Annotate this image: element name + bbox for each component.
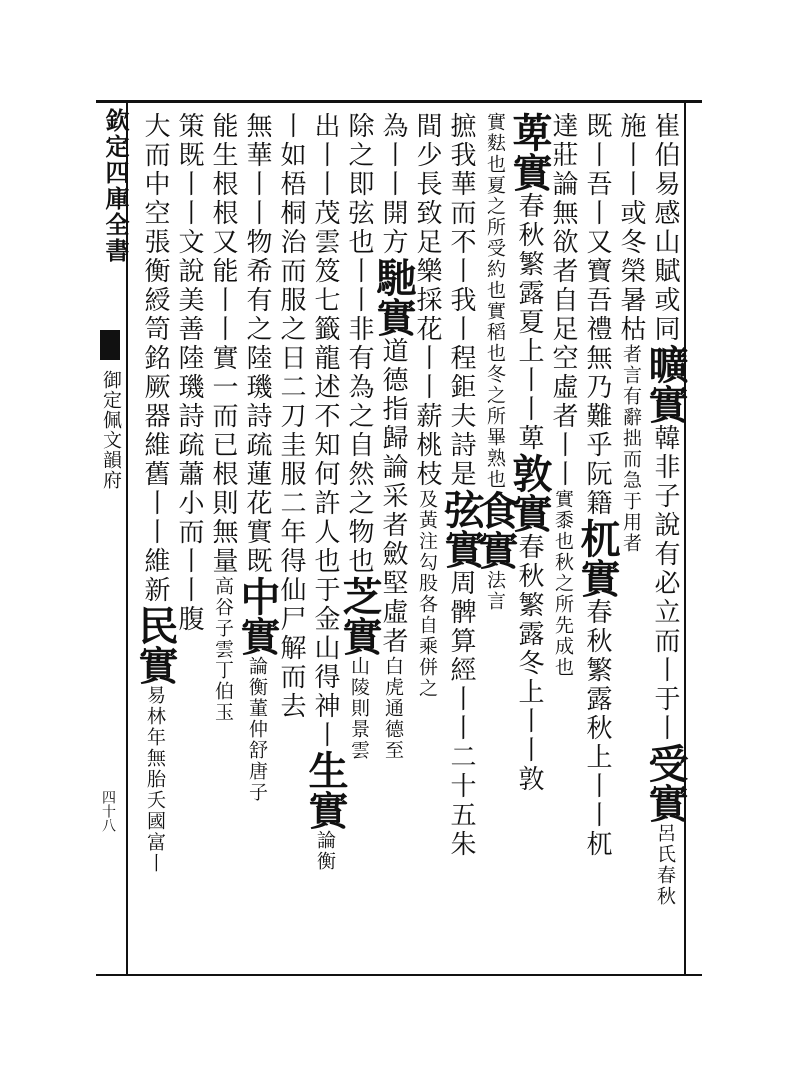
top-border (96, 100, 702, 103)
headword: 實 (642, 783, 689, 823)
text-column (506, 112, 553, 794)
right-border (684, 100, 686, 976)
text-column (234, 112, 281, 803)
headword: 實 (370, 297, 417, 337)
text-segment: 出丨丨茂雲笈七籤龍述不知何許人也于金山得神丨 (310, 112, 340, 750)
text-segment: 實麮也夏之所受約也 (484, 112, 506, 301)
text-segment: 無華丨丨物希有之陸璣詩疏蓮花實既 (242, 112, 272, 576)
headword: 食 (472, 490, 519, 530)
text-column (438, 112, 485, 859)
text-segment: 論衡董仲舒唐子 (246, 656, 268, 803)
text-segment: 白虎通德至 (382, 656, 404, 761)
text-column (370, 112, 417, 761)
bottom-border (96, 974, 702, 976)
book-title: 欽定四庫全書 (101, 108, 130, 264)
page-number: 四十八 (100, 790, 116, 832)
text-segment: 及黃注勾股各自乘併之 (416, 489, 438, 699)
text-segment: 施丨丨或冬榮暑枯 (616, 112, 646, 344)
text-column (642, 112, 689, 907)
headword: 實 (472, 530, 519, 570)
headword: 中 (234, 576, 281, 616)
text-segment: 能生根根又能丨丨實一而已根則無量 (208, 112, 238, 576)
text-segment: 春秋繁露秋上丨丨杌 (582, 598, 612, 859)
headword: 芝 (336, 576, 383, 616)
headword: 實 (336, 616, 383, 656)
text-column (412, 112, 442, 699)
headword: 實 (438, 529, 485, 569)
headword: 實 (234, 616, 281, 656)
text-segment: 道德指歸論采者斂堅虛者 (378, 337, 408, 656)
text-segment: 實稻也冬之所畢熟也 (484, 301, 506, 490)
headword: 敦 (506, 453, 553, 493)
headword: 馳 (370, 257, 417, 297)
headword: 杌 (574, 518, 621, 558)
text-segment: 周髀算經丨丨二十五朱 (446, 569, 476, 859)
text-segment: 山陵則景雲 (348, 656, 370, 761)
text-segment: 為丨丨開方 (378, 112, 408, 257)
text-column (548, 112, 578, 678)
sub-title: 御定佩文韻府 (100, 370, 122, 490)
text-segment: 韓非子說有必立而丨于丨 (650, 424, 680, 743)
headword: 實 (506, 493, 553, 533)
headword: 弦 (438, 489, 485, 529)
headword: 實 (574, 558, 621, 598)
text-segment: 法言 (484, 570, 506, 612)
text-segment: 達莊論無欲者自足空虛者丨丨 (548, 112, 578, 489)
text-segment: 春秋繁露冬上丨丨敦 (514, 533, 544, 794)
text-column (132, 112, 179, 874)
text-segment: 論衡 (314, 830, 336, 872)
headword: 實 (302, 790, 349, 830)
text-segment: 者言有辭拙而急于用者 (620, 344, 642, 554)
text-column (174, 112, 204, 634)
text-column (574, 112, 621, 859)
headword: 實 (132, 645, 179, 685)
headword: 受 (642, 743, 689, 783)
text-segment: 大而中空張衡綬笥銘厥器維舊丨丨維新 (140, 112, 170, 605)
headword: 實 (506, 152, 553, 192)
headword: 民 (132, 605, 179, 645)
text-segment: 除之即弦也 (344, 112, 374, 257)
text-segment: 策既丨丨文說美善陸璣詩疏蕭小而丨丨腹 (174, 112, 204, 634)
text-segment: 高谷子雲丁伯玉 (212, 576, 234, 723)
text-segment: 既丨吾丨又寶吾禮無乃難乎阮籍 (582, 112, 612, 518)
text-column (208, 112, 238, 723)
text-column (302, 112, 349, 872)
text-segment: 實黍也秋之所先成也 (552, 489, 574, 678)
text-segment: 易林年無胎夭國富丨 (144, 685, 166, 874)
text-segment: 春秋繁露夏上丨丨萆 (514, 192, 544, 453)
text-column (616, 112, 646, 554)
text-segment: 崔伯易感山賦或同 (650, 112, 680, 344)
text-segment: 丨如梧桐治而服之日二刀圭服二年得仙尸解而去 (276, 112, 306, 721)
text-segment: 間少長致足樂採花丨丨薪桃枝 (412, 112, 442, 489)
headword: 萆 (506, 112, 553, 152)
text-segment: 呂氏春秋 (654, 823, 676, 907)
headword: 生 (302, 750, 349, 790)
headword: 曠 (642, 344, 689, 384)
text-segment: 摭我華而不丨我丨程鉅夫詩是 (446, 112, 476, 489)
text-column (336, 112, 383, 761)
text-segment: 丨丨非有為之自然之物也 (344, 257, 374, 576)
headword: 實 (642, 384, 689, 424)
fish-tail-mark (100, 330, 120, 360)
